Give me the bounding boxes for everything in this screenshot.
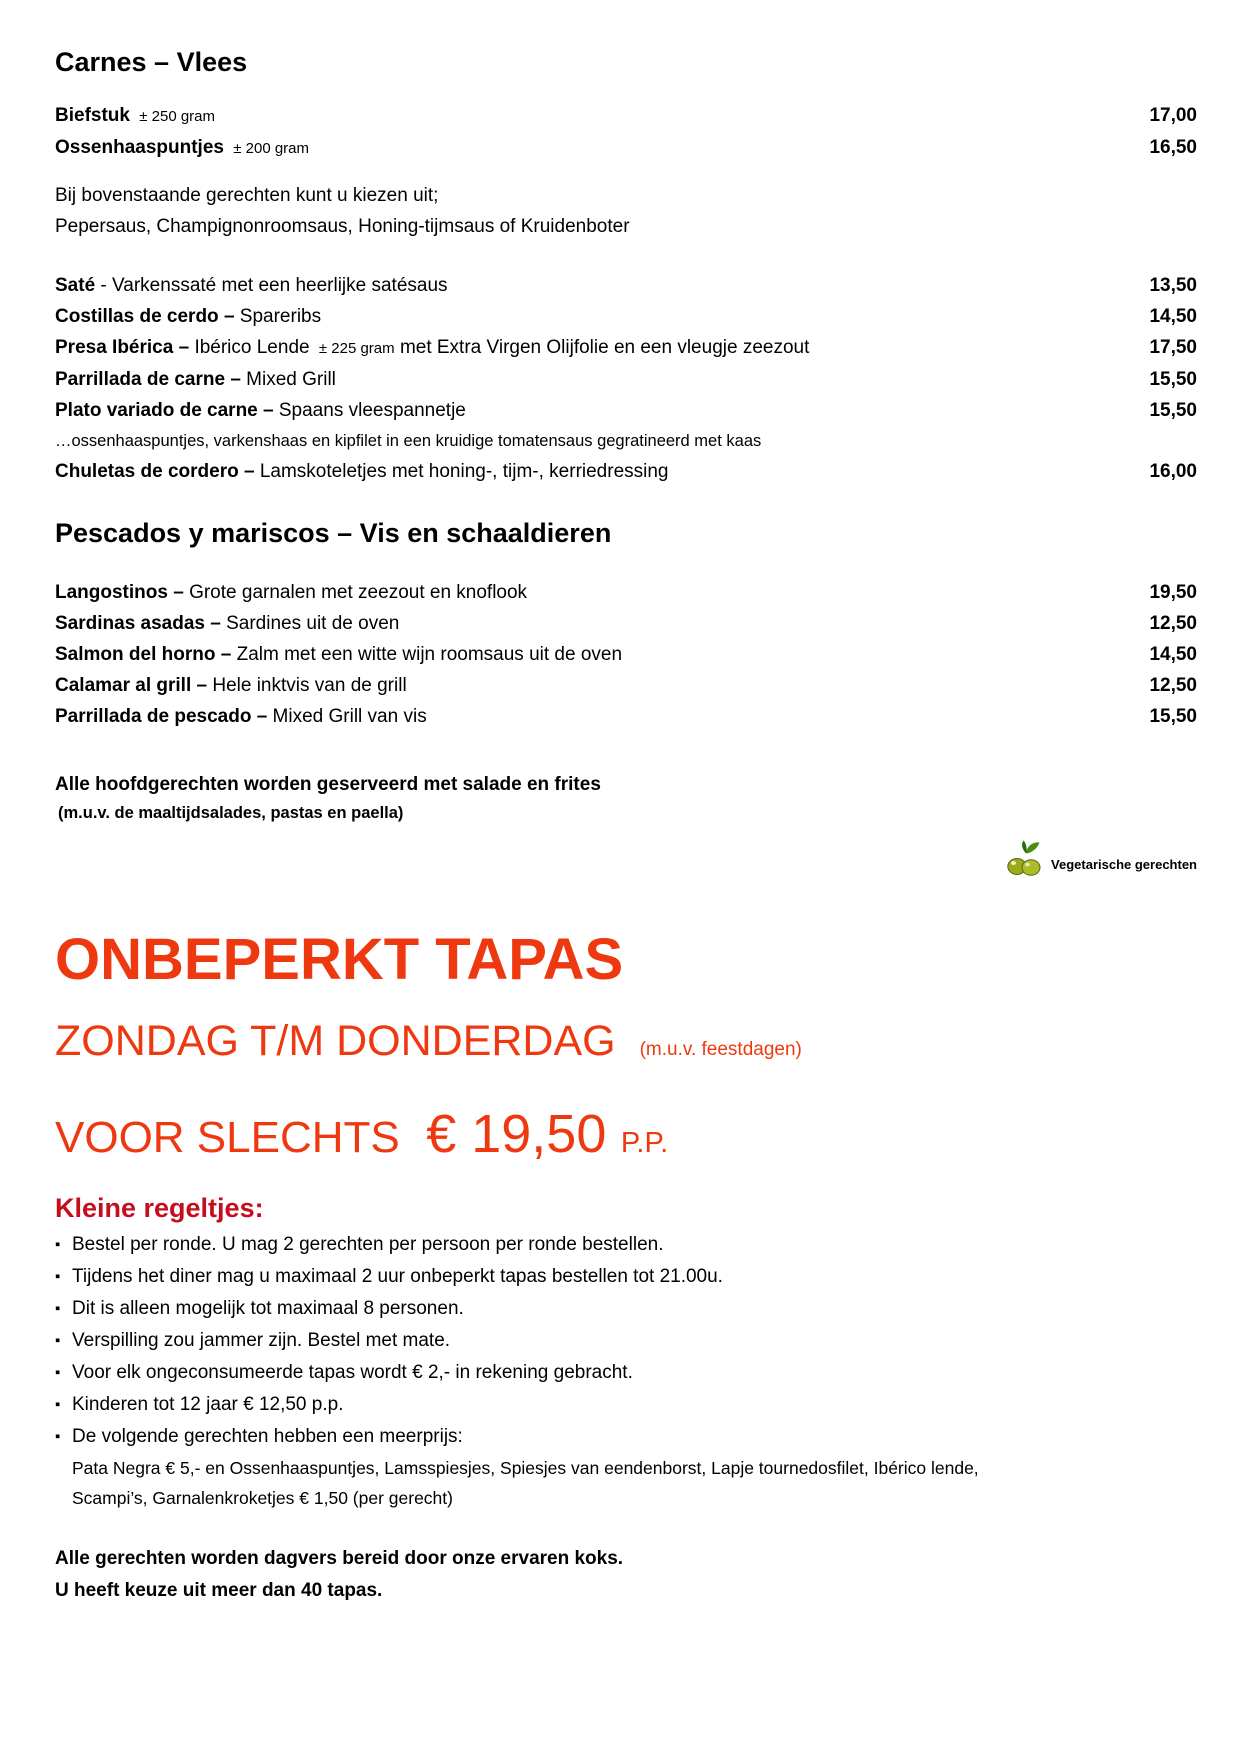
- promo-price-prefix: VOOR SLECHTS: [55, 1113, 400, 1162]
- sauce-note: [55, 180, 1197, 242]
- serving-note-exception: (m.u.v. de maaltijdsalades, pastas en paella): [58, 804, 404, 822]
- item-text: [55, 301, 1137, 332]
- menu-item-row: [55, 577, 1197, 608]
- promo-days: [55, 1016, 1197, 1075]
- menu-item-row: [55, 608, 1197, 639]
- section-title-carnes: Carnes – Vlees: [55, 47, 248, 77]
- item-price: 19,50: [1149, 582, 1197, 603]
- item-description: Spareribs: [239, 306, 322, 327]
- item-name: Presa Ibérica –: [55, 337, 190, 358]
- menu-item-row: [55, 701, 1197, 732]
- section-title-pescados: Pescados y mariscos – Vis en schaaldieren: [55, 518, 612, 548]
- item-name: Biefstuk: [55, 105, 130, 126]
- item-price: 12,50: [1149, 613, 1197, 634]
- footer-note: [55, 1543, 1197, 1607]
- item-name: Ossenhaaspuntjes: [55, 137, 224, 158]
- item-description: Sardines uit de oven: [226, 613, 400, 634]
- sauce-note-line: Pepersaus, Champignonroomsaus, Honing-tijmsaus of Kruidenboter: [55, 216, 630, 237]
- olives-icon: [1006, 840, 1044, 876]
- item-price: 17,00: [1149, 105, 1197, 126]
- item-name: Salmon del horno –: [55, 644, 232, 665]
- item-price: 12,50: [1149, 675, 1197, 696]
- item-price: 14,50: [1149, 644, 1197, 665]
- rules-detail-line: Scampi’s, Garnalenkroketjes € 1,50 (per gerecht): [72, 1488, 453, 1508]
- menu-item-row: [55, 670, 1197, 701]
- menu-item-row: [55, 100, 1197, 132]
- menu-item-row: [55, 301, 1197, 332]
- item-text: [55, 577, 1137, 608]
- item-name: Plato variado de carne –: [55, 400, 274, 421]
- rules-title: Kleine regeltjes:: [55, 1193, 264, 1223]
- item-price: 15,50: [1149, 369, 1197, 390]
- item-price: 15,50: [1149, 400, 1197, 421]
- menu-item-row: [55, 395, 1197, 426]
- item-name: Saté: [55, 275, 96, 296]
- item-price: 17,50: [1149, 337, 1197, 358]
- item-weight: ± 225 gram: [318, 340, 395, 357]
- item-text: [55, 670, 1137, 701]
- serving-note: Alle hoofdgerechten worden geserveerd met salade en frites: [55, 774, 601, 795]
- vegetarian-legend-label: Vegetarische gerechten: [1051, 857, 1197, 872]
- item-price: 15,50: [1149, 706, 1197, 727]
- rule-item: ▪ Tijdens het diner mag u maximaal 2 uur onbeperkt tapas bestellen tot 21.00u.: [55, 1261, 1197, 1293]
- item-description: Spaans vleespannetje: [278, 400, 466, 421]
- rule-item: ▪ Voor elk ongeconsumeerde tapas wordt € 2,- in rekening gebracht.: [55, 1357, 1197, 1389]
- vegetarian-legend: [55, 840, 1197, 876]
- item-text: [55, 395, 1137, 426]
- carnes-items-group: [55, 270, 1197, 487]
- promo-days-text: ZONDAG T/M DONDERDAG: [55, 1017, 616, 1065]
- item-price: 16,00: [1149, 461, 1197, 482]
- promo-price-unit: P.P.: [620, 1127, 669, 1159]
- item-text: [55, 456, 1137, 487]
- item-description: - Varkenssaté met een heerlijke satésaus: [100, 275, 448, 296]
- promo-price-amount: € 19,50: [426, 1104, 607, 1164]
- item-name: Parrillada de pescado –: [55, 706, 268, 727]
- menu-item-row: [55, 270, 1197, 301]
- item-name: Calamar al grill –: [55, 675, 208, 696]
- rule-item: ▪ Verspilling zou jammer zijn. Bestel met mate.: [55, 1325, 1197, 1357]
- item-description: met Extra Virgen Olijfolie en een vleugje zeezout: [399, 337, 810, 358]
- item-description: Grote garnalen met zeezout en knoflook: [189, 582, 528, 603]
- promo-days-note: (m.u.v. feestdagen): [639, 1039, 802, 1060]
- item-text: [55, 270, 1137, 301]
- menu-item-row: [55, 132, 1197, 164]
- item-name: Costillas de cerdo –: [55, 306, 235, 327]
- footer-line: Alle gerechten worden dagvers bereid door onze ervaren koks.: [55, 1548, 624, 1569]
- item-name: Langostinos –: [55, 582, 184, 603]
- item-text: [55, 132, 1137, 164]
- item-subnote: …ossenhaaspuntjes, varkenshaas en kipfilet in een kruidige tomatensaus gegratineerd met kaas: [55, 432, 762, 450]
- rules-detail-line: Pata Negra € 5,- en Ossenhaaspuntjes, Lamsspiesjes, Spiesjes van eendenborst, Lapje tournedosfilet, Ibérico lende,: [72, 1458, 979, 1478]
- item-text: [55, 701, 1137, 732]
- item-text: [55, 608, 1137, 639]
- item-text: [55, 364, 1137, 395]
- rules-list: [55, 1229, 1197, 1453]
- menu-item-row: [55, 364, 1197, 395]
- menu-item-row: [55, 639, 1197, 670]
- item-text: [55, 639, 1137, 670]
- item-description: Mixed Grill van vis: [272, 706, 427, 727]
- sauce-note-line: Bij bovenstaande gerechten kunt u kiezen uit;: [55, 185, 439, 206]
- item-description: Mixed Grill: [246, 369, 336, 390]
- item-weight: ± 250 gram: [139, 108, 216, 125]
- item-text: [55, 100, 1137, 132]
- item-name: Parrillada de carne –: [55, 369, 241, 390]
- item-description: Lamskoteletjes met honing-, tijm-, kerriedressing: [259, 461, 669, 482]
- rule-item: ▪ Kinderen tot 12 jaar € 12,50 p.p.: [55, 1389, 1197, 1421]
- menu-item-row: [55, 332, 1197, 364]
- promo-price-line: [55, 1103, 1197, 1179]
- item-description: Zalm met een witte wijn roomsaus uit de oven: [236, 644, 623, 665]
- item-description: Hele inktvis van de grill: [212, 675, 407, 696]
- menu-item-row: [55, 456, 1197, 487]
- rule-item: ▪ Bestel per ronde. U mag 2 gerechten per persoon per ronde bestellen.: [55, 1229, 1197, 1261]
- promo-title: ONBEPERKT TAPAS: [55, 927, 624, 992]
- item-price: 16,50: [1149, 137, 1197, 158]
- item-price: 14,50: [1149, 306, 1197, 327]
- item-weight: ± 200 gram: [233, 140, 310, 157]
- item-text: [55, 332, 1137, 364]
- rule-item: ▪ De volgende gerechten hebben een meerprijs:: [55, 1421, 1197, 1453]
- item-name: Sardinas asadas –: [55, 613, 221, 634]
- item-name: Chuletas de cordero –: [55, 461, 255, 482]
- item-price: 13,50: [1149, 275, 1197, 296]
- footer-line: U heeft keuze uit meer dan 40 tapas.: [55, 1580, 383, 1601]
- rule-item: ▪ Dit is alleen mogelijk tot maximaal 8 personen.: [55, 1293, 1197, 1325]
- item-description: Ibérico Lende: [194, 337, 310, 358]
